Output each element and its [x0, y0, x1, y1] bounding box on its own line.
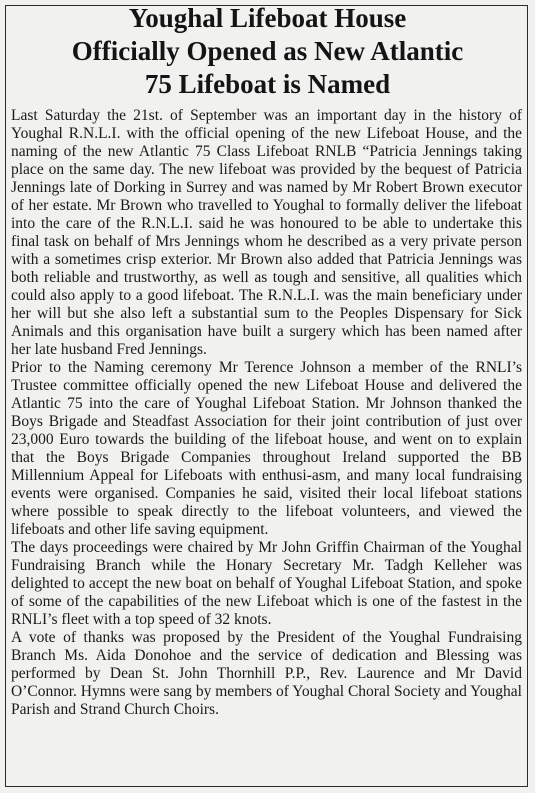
paragraph-proceedings: The days proceedings were chaired by Mr John Griffin Chairman of the Youghal Fundraising Branch while the Honary Secretary Mr. Tadgh Kelleher was delighted to accept the new boat on behalf of Youghal Lifeboat Station, and spoke of some of the capabilities of the new Lifeboat which is one of the fastest in the RNLI’s fleet with a top speed of 32 knots.	[11, 539, 522, 628]
article-body	[11, 107, 522, 719]
paragraph-naming: Last Saturday the 21st. of September was an important day in the history of Youghal R.N.L.I. with the official opening of the new Lifeboat House, and the naming of the new Atlantic 75 Class Lifeboat RNLB “Patricia Jennings taking place on the same day. The new lifeboat was provided by the bequest of Patricia Jennings late of Dorking in Surrey and was named by Mr Robert Brown executor of her estate. Mr Brown who travelled to Youghal to formally deliver the lifeboat into the care of the R.N.L.I. said he was honoured to be able to undertake this final task on behalf of Mrs Jennings whom he described as a very private person with a sometimes crisp exterior. Mr Brown also added that Patricia Jennings was both reliable and trustworthy, as well as tough and sensitive, all qualities which could also apply to a good lifeboat. The R.N.L.I. was the main beneficiary under her will but she also left a substantial sum to the Peoples Dispensary for Sick Animals and this organisation have built a surgery which has been named after her late husband Fred Jennings.	[11, 107, 522, 358]
headline	[0, 2, 535, 101]
paragraph-vote-of-thanks: A vote of thanks was proposed by the President of the Youghal Fundraising Branch Ms. Aida Donohoe and the service of dedication and Blessing was performed by Dean St. John Thornhill P.P., Rev. Laurence and Mr David O’Connor. Hymns were sang by members of Youghal Choral Society and Youghal Parish and Strand Church Choirs.	[11, 629, 522, 718]
headline-line-2: Officially Opened as New Atlantic	[71, 36, 464, 66]
headline-line-3: 75 Lifeboat is Named	[144, 69, 391, 99]
paragraph-opening: Prior to the Naming ceremony Mr Terence Johnson a member of the RNLI’s Trustee committee officially opened the new Lifeboat House and delivered the Atlantic 75 into the care of Youghal Lifeboat Station. Mr Johnson thanked the Boys Brigade and Steadfast Association for their joint contribution of just over 23,000 Euro towards the building of the lifeboat house, and went on to explain that the Boys Brigade Companies throughout Ireland supported the BB Millennium Appeal for Lifeboats with enthusi-asm, and many local fundraising events were organised. Companies he said, visited their local lifeboat stations where possible to speak directly to the lifeboat volunteers, and viewed the lifeboats and other life saving equipment.	[11, 359, 522, 538]
headline-line-1: Youghal Lifeboat House	[128, 3, 407, 33]
